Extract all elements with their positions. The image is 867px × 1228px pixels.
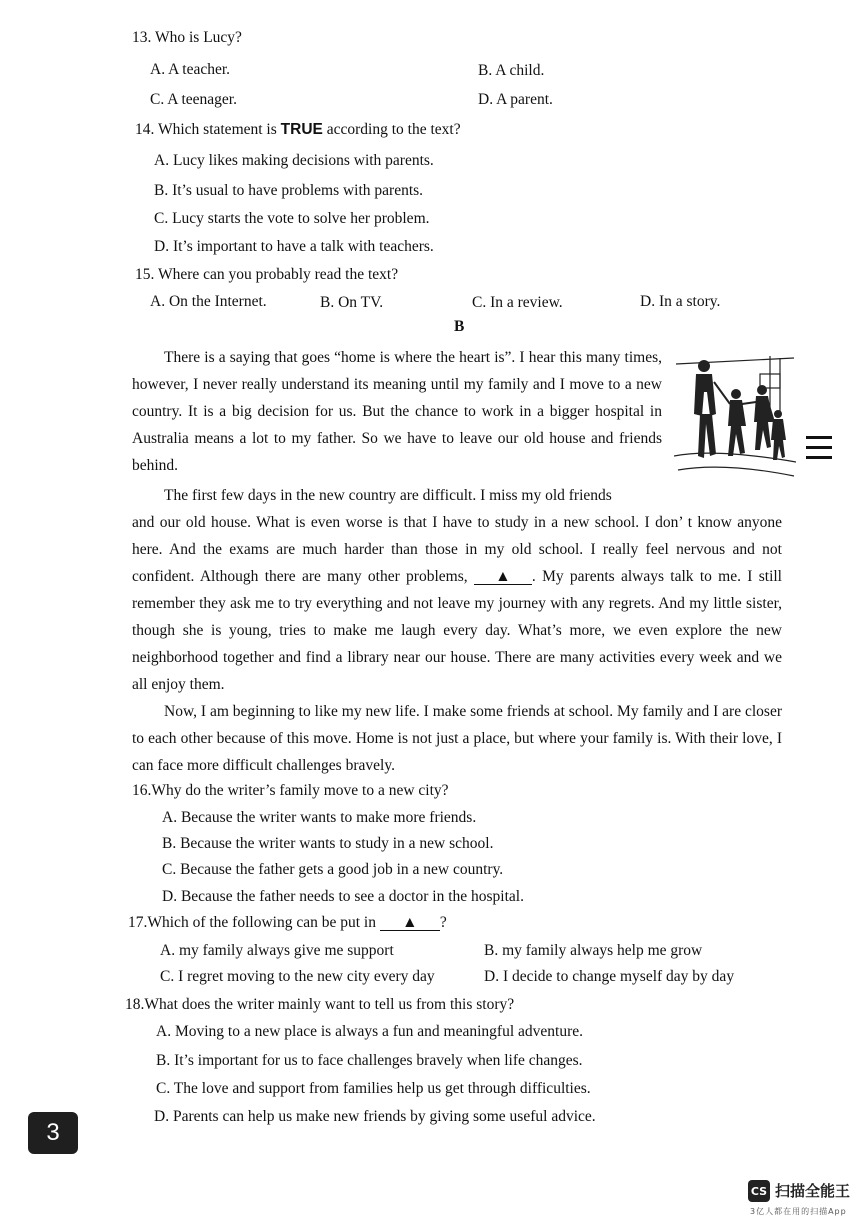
q18-option-b: B. It’s important for us to face challenges bravely when life changes.: [156, 1052, 583, 1069]
passage-paragraph-1: There is a saying that goes “home is where the heart is”. I hear this many times, however, I never really understand its meaning until my family and I move to a new country. It is a big decision for us. But the chance to work in a bigger hospital in Australia means a lot to my father. So we have to leave our old house and friends behind.: [132, 349, 662, 474]
q16-stem: 16.Why do the writer’s family move to a new city?: [132, 782, 449, 799]
passage-paragraph-2: [132, 509, 782, 698]
passage-paragraph-2-rest: . My parents always talk to me. I still remember they ask me to try everything and not leave my journey with any regrets. And my little sister, though she is young, tries to make me laugh every day. What’s more, we even explore the new neighborhood together and find a library near our house. There are many activities every week and we all enjoy them.: [132, 568, 782, 693]
q17-blank: ▲: [380, 916, 440, 931]
q15-option-a: A. On the Internet.: [150, 293, 267, 310]
hamburger-menu-icon[interactable]: [806, 436, 832, 462]
q16-option-a: A. Because the writer wants to make more friends.: [162, 809, 477, 826]
q16-option-d: D. Because the father needs to see a doctor in the hospital.: [162, 888, 524, 905]
watermark-app-name: 扫描全能王: [775, 1182, 851, 1200]
q17-option-d: D. I decide to change myself day by day: [484, 968, 735, 985]
q17-option-a: A. my family always give me support: [160, 942, 394, 959]
q18-option-a: A. Moving to a new place is always a fun and meaningful adventure.: [156, 1023, 583, 1040]
q14-option-b: B. It’s usual to have problems with parents.: [154, 182, 424, 199]
q14-option-d: D. It’s important to have a talk with teachers.: [154, 238, 434, 255]
q13-stem: 13. Who is Lucy?: [132, 29, 242, 46]
q16-option-b: B. Because the writer wants to study in a new school.: [162, 835, 494, 852]
camscanner-logo-icon: CS: [748, 1180, 770, 1202]
q13-option-c: C. A teenager.: [150, 91, 237, 108]
q15-option-b: B. On TV.: [320, 294, 384, 311]
q17-stem-before: 17.Which of the following can be put in: [128, 914, 380, 931]
passage-paragraph-2-start: The first few days in the new country are difficult. I miss my old friends: [164, 487, 612, 504]
watermark-tagline: 3亿人都在用的扫描App: [750, 1207, 847, 1216]
q17-option-b: B. my family always help me grow: [484, 942, 703, 959]
passage-blank: ▲: [474, 570, 532, 585]
q14-stem-bold: TRUE: [280, 121, 323, 138]
q18-stem: 18.What does the writer mainly want to tell us from this story?: [125, 996, 515, 1013]
q17-stem-after: ?: [439, 914, 447, 931]
q18-option-c: C. The love and support from families help us get through difficulties.: [156, 1080, 591, 1097]
family-walking-illustration: [674, 352, 796, 478]
q15-stem: 15. Where can you probably read the text?: [135, 266, 399, 283]
q16-option-c: C. Because the father gets a good job in a new country.: [162, 861, 504, 878]
q14-stem: [135, 120, 461, 140]
q18-option-d: D. Parents can help us make new friends by giving some useful advice.: [154, 1108, 596, 1125]
q15-option-c: C. In a review.: [472, 294, 563, 311]
scanner-watermark: [748, 1178, 858, 1222]
passage-paragraph-2-body: and our old house. What is even worse is that I have to study in a new school. I don’ t know anyone here. And the exams are much harder than those in my old school. I really feel nervous and not confident. Although there are many other problems,: [132, 514, 782, 585]
q14-option-c: C. Lucy starts the vote to solve her problem.: [154, 210, 430, 227]
q17-stem: [128, 913, 447, 933]
q14-stem-after: according to the text?: [322, 121, 461, 138]
q13-option-b: B. A child.: [478, 62, 545, 79]
q14-option-a: A. Lucy likes making decisions with parents.: [154, 152, 434, 169]
q13-option-a: A. A teacher.: [150, 61, 231, 78]
passage-paragraph-3: Now, I am beginning to like my new life. I make some friends at school. My family and I are closer to each other because of this move. Home is not just a place, but where your family is. With their love, I can face more difficult challenges bravely.: [132, 703, 782, 774]
q17-option-c: C. I regret moving to the new city every day: [160, 968, 435, 985]
q15-option-d: D. In a story.: [640, 293, 721, 310]
page-number-badge[interactable]: 3: [28, 1112, 78, 1154]
q13-option-d: D. A parent.: [478, 91, 553, 108]
section-b-title: B: [454, 318, 465, 335]
q14-stem-before: 14. Which statement is: [135, 121, 281, 138]
